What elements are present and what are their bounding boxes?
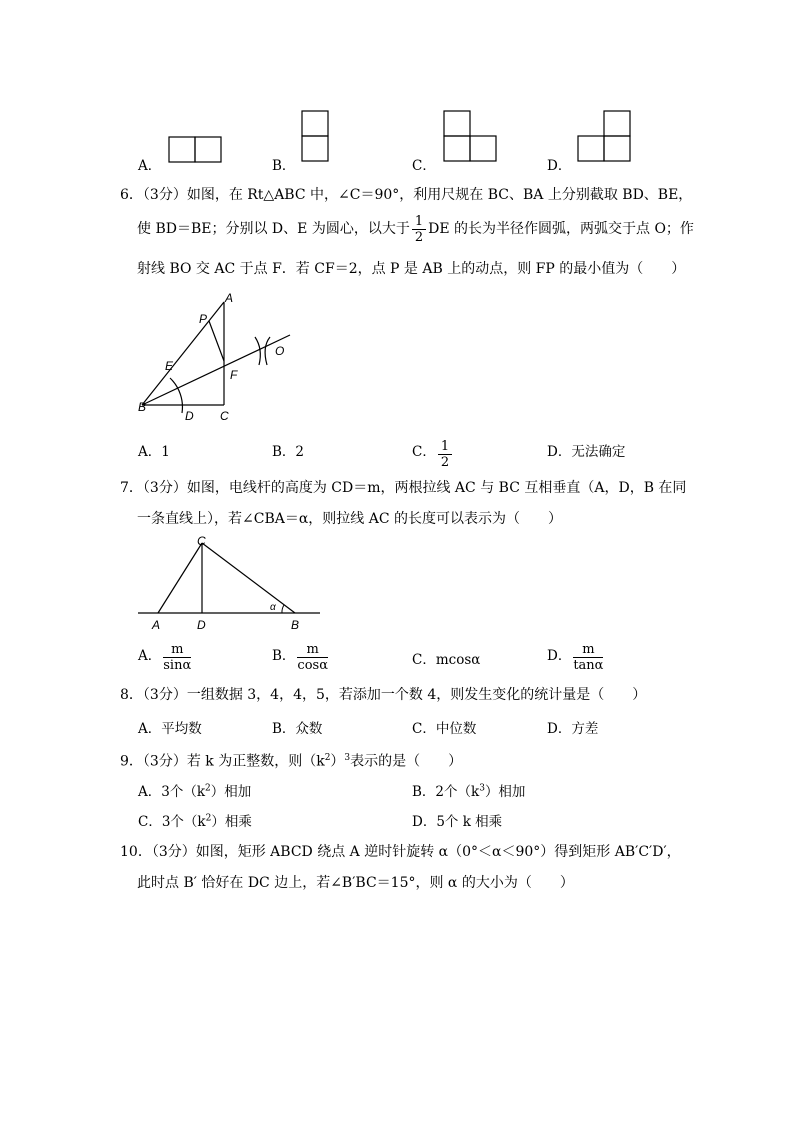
q6-option-b[interactable]: B．2: [272, 444, 305, 460]
q7-option-c[interactable]: C．mcosα: [412, 652, 481, 668]
q9-stem-part3: 表示的是（ ）: [350, 753, 463, 770]
q7-option-a[interactable]: [138, 643, 193, 672]
q5-option-d-figure: [577, 110, 633, 164]
q6-label-p: P: [199, 312, 208, 326]
q7-label-d: D: [197, 618, 206, 632]
q7-label-b: B: [291, 618, 300, 632]
q5-option-c-figure: [443, 110, 499, 164]
q5-option-d-label[interactable]: D．: [547, 158, 572, 174]
q10-stem-line2: 此时点 B′ 恰好在 DC 边上，若∠B′BC＝15°，则 α 的大小为（ ）: [137, 875, 574, 891]
q6-label-e: E: [165, 359, 174, 373]
q7-option-d-fraction: [573, 643, 603, 672]
q7-stem-line2: 一条直线上），若∠CBA＝α，则拉线 AC 的长度可以表示为（ ）: [137, 511, 563, 527]
q5-option-c-label[interactable]: C．: [412, 158, 436, 174]
q7-figure: [130, 530, 330, 635]
q7-label-alpha: α: [270, 602, 276, 613]
q6-figure: [130, 285, 310, 425]
q7-option-b[interactable]: [272, 643, 330, 672]
q9-option-d[interactable]: D．5个 k 相乘: [412, 814, 503, 830]
q9-stem-sup2: 3: [344, 753, 351, 763]
q7-label-c: C: [197, 534, 206, 548]
q9-option-b-pre: B．2个（k: [412, 784, 480, 800]
q9-option-b-sup: 3: [479, 783, 485, 794]
q6-label-a: A: [225, 291, 234, 305]
q7-stem-line1: 7．（3分）如图，电线杆的高度为 CD＝m，两根拉线 AC 与 BC 互相垂直（A，D，B 在同: [120, 480, 687, 496]
q5-option-b-label[interactable]: B．: [272, 158, 296, 174]
q7-option-a-label: A．: [138, 648, 162, 664]
q7-option-a-fraction: [163, 643, 191, 672]
q8-option-a[interactable]: A．平均数: [138, 721, 202, 737]
q7-option-d-num: m: [573, 643, 603, 658]
q6-fraction: [412, 215, 426, 244]
q7-option-a-num: m: [163, 643, 191, 658]
q6-option-a[interactable]: A．1: [138, 444, 170, 460]
q7-option-d-den: tanα: [573, 658, 604, 673]
q6-option-c[interactable]: [412, 440, 454, 469]
q6-option-c-fraction: [438, 440, 452, 469]
q9-option-c[interactable]: [138, 810, 252, 830]
q6-option-c-den: 2: [440, 455, 450, 470]
q7-option-b-num: m: [297, 643, 328, 658]
q9-option-b-post: ）相加: [484, 784, 526, 800]
q6-label-d: D: [185, 409, 194, 423]
q9-option-c-pre: C．3个（k: [138, 814, 206, 830]
q9-stem-line1: [120, 748, 462, 772]
q6-label-o: O: [275, 344, 285, 358]
q8-option-b[interactable]: B．众数: [272, 721, 323, 737]
q9-stem-sup1: 2: [324, 753, 331, 763]
q5-option-b-figure: [301, 110, 331, 164]
q7-option-b-fraction: [297, 643, 328, 672]
q6-option-c-num: 1: [438, 440, 452, 455]
q8-option-d[interactable]: D．方差: [547, 721, 599, 737]
q6-stem-line3: 射线 BO 交 AC 于点 F．若 CF＝2，点 P 是 AB 上的动点，则 FP 的最小值为（ ）: [137, 261, 686, 277]
q8-option-c[interactable]: C．中位数: [412, 721, 477, 737]
q7-option-b-label: B．: [272, 648, 296, 664]
q9-option-a-post: ）相加: [210, 784, 252, 800]
q5-option-a-figure: [168, 136, 224, 164]
q9-option-a-pre: A．3个（k: [138, 784, 206, 800]
q6-frac-num: 1: [412, 215, 426, 230]
q9-stem-part1: 9．（3分）若 k 为正整数，则（k: [120, 753, 325, 770]
q7-option-a-den: sinα: [163, 658, 192, 673]
q6-frac-den: 2: [414, 229, 424, 245]
q10-stem-line1: 10．（3分）如图，矩形 ABCD 绕点 A 逆时针旋转 α（0°＜α＜90°）得到矩形 AB′C′D′，: [120, 844, 681, 860]
q6-stem-line1: 6．（3分）如图，在 Rt△ABC 中，∠C＝90°，利用尺规在 BC、BA 上分别截取 BD、BE，: [120, 187, 693, 203]
q6-stem-line2a: 使 BD＝BE；分别以 D、E 为圆心，以大于: [137, 221, 410, 237]
q9-option-c-post: ）相乘: [211, 814, 252, 830]
q6-stem-line2: [137, 210, 694, 248]
q6-option-c-label: C．: [412, 444, 436, 460]
q9-option-a-sup: 2: [205, 783, 211, 794]
q6-stem-line2b: DE 的长为半径作圆弧，两弧交于点 O；作: [428, 221, 694, 237]
q6-option-d[interactable]: D．无法确定: [547, 444, 626, 460]
q8-stem-line1: 8．（3分）一组数据 3，4，4，5，若添加一个数 4，则发生变化的统计量是（ ）: [120, 687, 647, 703]
q7-option-d[interactable]: [547, 643, 605, 672]
q9-option-b[interactable]: [412, 780, 525, 800]
q7-option-d-label: D．: [547, 648, 572, 664]
q9-option-c-sup: 2: [205, 813, 212, 824]
q5-option-a-label[interactable]: A．: [138, 158, 162, 174]
q9-stem-part2: ）: [330, 753, 345, 770]
q6-label-b: B: [138, 400, 147, 414]
q6-label-f: F: [230, 368, 238, 382]
q9-option-a[interactable]: [138, 780, 251, 800]
q7-label-a: A: [152, 618, 161, 632]
q6-label-c: C: [220, 409, 229, 423]
q7-option-b-den: cosα: [297, 658, 328, 673]
